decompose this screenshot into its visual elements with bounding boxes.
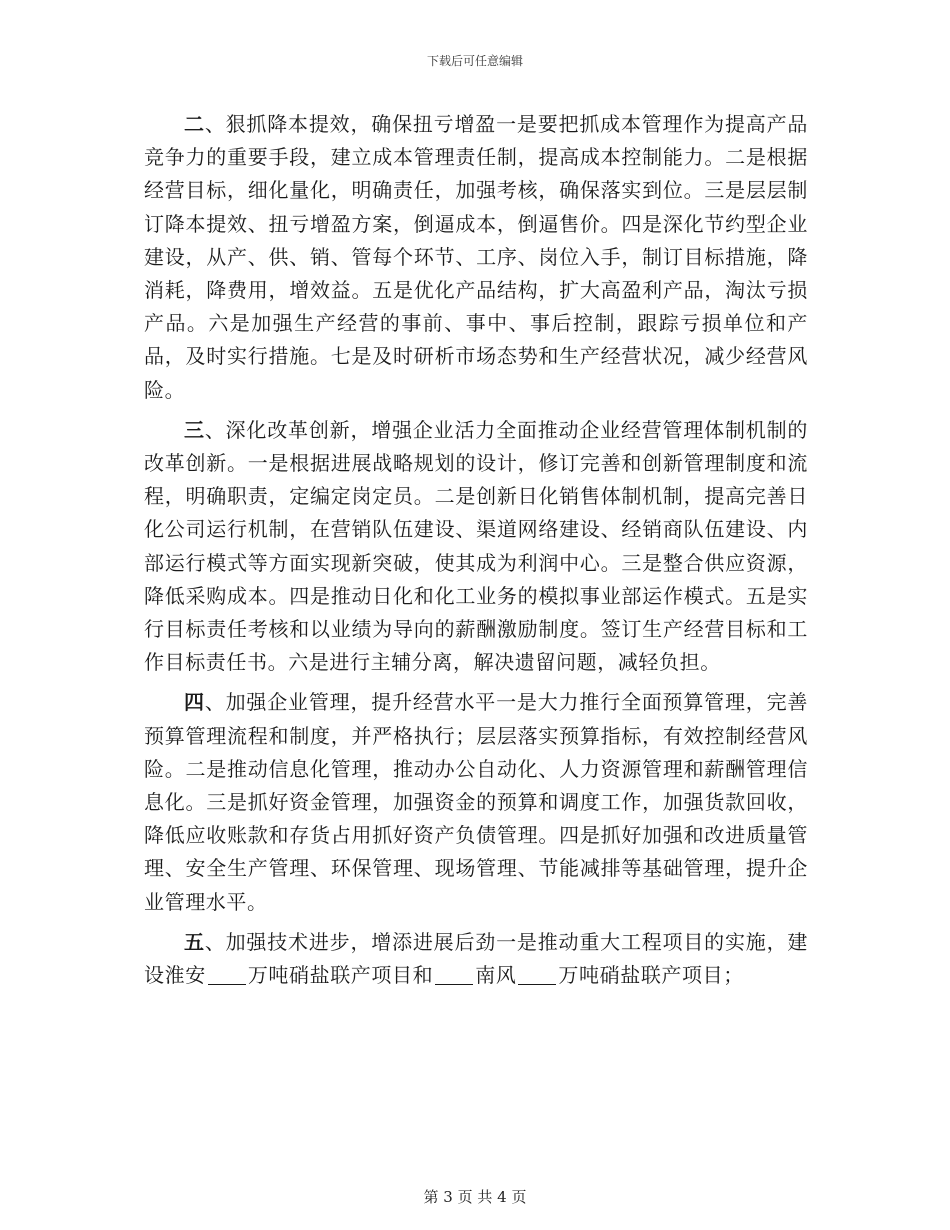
paragraph-text: 南风 <box>475 963 517 988</box>
paragraph-text: 万吨硝盐联产项目； <box>558 963 744 988</box>
paragraph-lead: 四 <box>184 690 205 715</box>
paragraph-lead: 三 <box>184 417 205 442</box>
paragraph-text: 万吨硝盐联产项目和 <box>247 963 434 988</box>
paragraph-text: 、深化改革创新，增强企业活力全面推动企业经营管理体制机制的改革创新。一是根据进展战略规划的设计，修订完善和创新管理制度和流程，明确职责，定编定岗定员。二是创新日化销售体制机制，提高完善日化公司运行机制，在营销队伍建设、渠道网络建设、经销商队伍建设、内部运行模式等方面实现新突破，使其成为利润中心。三是整合供应资源，降低采购成本。四是推动日化和化工业务的模拟事业部运作模式。五是实行目标责任考核和以业绩为导向的薪酬激励制度。签订生产经营目标和工作目标责任书。六是进行主辅分离，解决遗留问题，减轻负担。 <box>144 417 808 675</box>
paragraph-5 <box>144 926 808 992</box>
fill-in-blank <box>208 964 246 985</box>
page-header: 下载后可任意编辑 <box>426 54 523 68</box>
paragraph-text: 、加强企业管理，提升经营水平一是大力推行全面预算管理，完善预算管理流程和制度，并严格执行；层层落实预算指标，有效控制经营风险。二是推动信息化管理，推动办公自动化、人力资源管理和薪酬管理信息化。三是抓好资金管理，加强资金的预算和调度工作，加强货款回收，降低应收账款和存货占用抓好资产负债管理。四是抓好加强和改进质量管理、安全生产管理、环保管理、现场管理、节能减排等基础管理，提升企业管理水平。 <box>144 690 808 914</box>
paragraph-text: 、狠抓降本提效，确保扭亏增盈一是要把抓成本管理作为提高产品竞争力的重要手段，建立成本管理责任制，提高成本控制能力。二是根据经营目标，细化量化，明确责任，加强考核，确保落实到位。三是层层制订降本提效、扭亏增盈方案，倒逼成本，倒逼售价。四是深化节约型企业建设，从产、供、销、管每个环节、工序、岗位入手，制订目标措施，降消耗，降费用，增效益。五是优化产品结构，扩大高盈利产品，淘汰亏损产品。六是加强生产经营的事前、事中、事后控制，跟踪亏损单位和产品，及时实行措施。七是及时研析市场态势和生产经营状况，减少经营风险。 <box>144 112 808 402</box>
paragraph-lead: 二 <box>184 112 205 136</box>
paragraph-3 <box>144 414 808 680</box>
fill-in-blank <box>518 964 556 985</box>
paragraph-lead: 五 <box>184 929 205 954</box>
page-footer: 第 3 页 共 4 页 <box>423 1188 527 1206</box>
document-body <box>144 108 808 999</box>
paragraph-4 <box>144 686 808 918</box>
paragraph-2 <box>144 108 808 407</box>
paragraph-text: 、加强技术进步，增添进展后劲一是推动重大工程项目的实施，建设淮安 <box>144 929 808 988</box>
fill-in-blank <box>435 964 473 985</box>
